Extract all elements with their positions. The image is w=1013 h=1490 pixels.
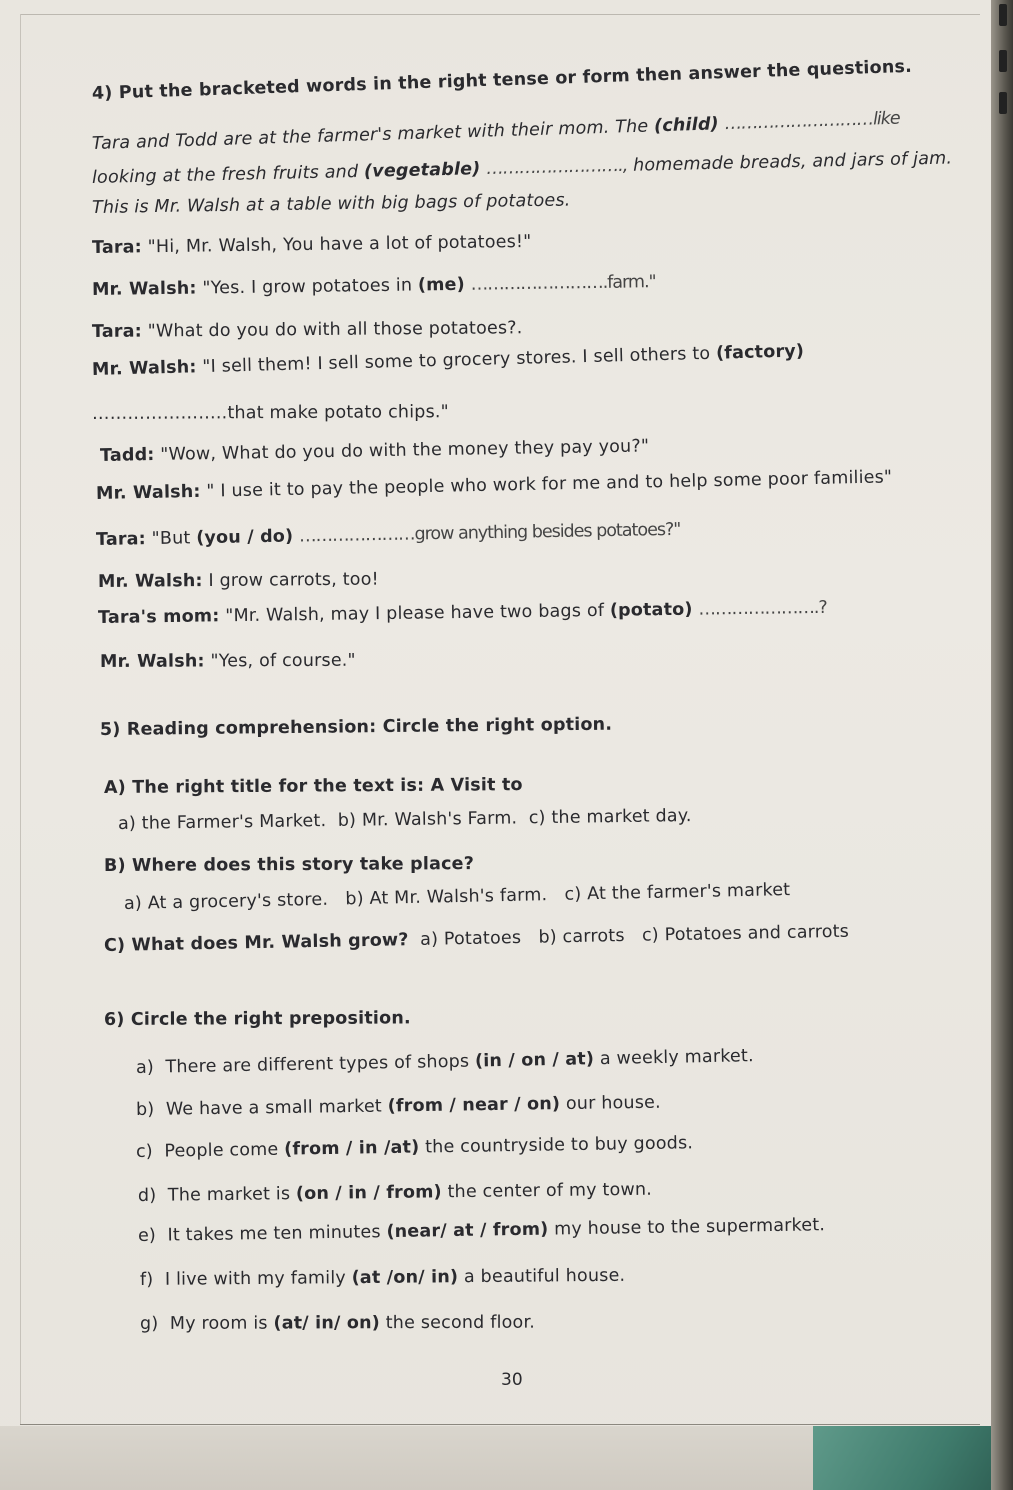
dialogue-line-8: Tara: "But (you / do) …………………grow anything besides potatoes?" [95,519,681,550]
q4-paragraph-line-1: Tara and Todd are at the farmer's market with their mom. The (child) ………………………like [91,108,900,154]
dialogue-line-1: Tara: "Hi, Mr. Walsh, You have a lot of potatoes!" [91,231,532,258]
binding-hole [999,4,1007,26]
binding-hole [999,50,1007,72]
page-border-left [20,14,21,1424]
q6-heading: 6) Circle the right preposition. [103,1008,411,1030]
q5-heading: 5) Reading comprehension: Circle the right option. [99,714,613,740]
page-border-top [20,14,980,15]
page-number: 30 [501,1370,523,1390]
dialogue-line-5: …………………..that make potato chips." [91,402,449,424]
q4-paragraph-line-3: This is Mr. Walsh at a table with big bags of potatoes. [91,190,571,218]
q6-item-d: d) The market is (on / in / from) the center of my town. [137,1179,653,1206]
q5-options-b: a) At a grocery's store. b) At Mr. Walsh's farm. c) At the farmer's market [123,880,791,914]
q5-options-a: a) the Farmer's Market. b) Mr. Walsh's Farm. c) the market day. [117,805,692,834]
dialogue-line-7: Mr. Walsh: " I use it to pay the people who work for me and to help some poor families" [95,467,893,504]
q6-item-g: g) My room is (at/ in/ on) the second floor. [139,1312,536,1334]
page-edge-shadow [991,0,1013,1490]
dialogue-line-4: Mr. Walsh: "I sell them! I sell some to grocery stores. I sell others to (factory) [91,341,805,380]
q4-paragraph-line-2: looking at the fresh fruits and (vegetable) ……………………., homemade breads, and jars of jam. [91,148,953,188]
dialogue-line-10: Tara's mom: "Mr. Walsh, may I please have two bags of (potato) ………………….? [97,597,827,628]
binding-hole [999,92,1007,114]
dialogue-line-6: Tadd: "Wow, What do you do with the money they pay you?" [99,436,650,466]
page-border-bottom [20,1424,980,1425]
background-object [813,1426,1013,1490]
dialogue-line-9: Mr. Walsh: I grow carrots, too! [97,569,379,592]
q5-question-b: B) Where does this story take place? [103,854,475,876]
q4-heading: 4) Put the bracketed words in the right tense or form then answer the questions. [91,56,913,104]
q6-item-b: b) We have a small market (from / near / on) our house. [135,1092,661,1120]
q6-item-f: f) I live with my family (at /on/ in) a beautiful house. [139,1265,626,1290]
q6-item-e: e) It takes me ten minutes (near/ at / from) my house to the supermarket. [137,1215,826,1246]
dialogue-line-11: Mr. Walsh: "Yes, of course." [99,650,356,672]
q6-item-a: a) There are different types of shops (in / on / at) a weekly market. [135,1046,754,1078]
q5-question-c: C) What does Mr. Walsh grow? a) Potatoes b) carrots c) Potatoes and carrots [103,921,850,956]
dialogue-line-3: Tara: "What do you do with all those potatoes?. [91,318,523,342]
q6-item-c: c) People come (from / in /at) the countryside to buy goods. [135,1133,694,1162]
q5-question-a: A) The right title for the text is: A Visit to [103,775,523,798]
dialogue-line-2: Mr. Walsh: "Yes. I grow potatoes in (me) …………………….farm." [91,272,656,300]
